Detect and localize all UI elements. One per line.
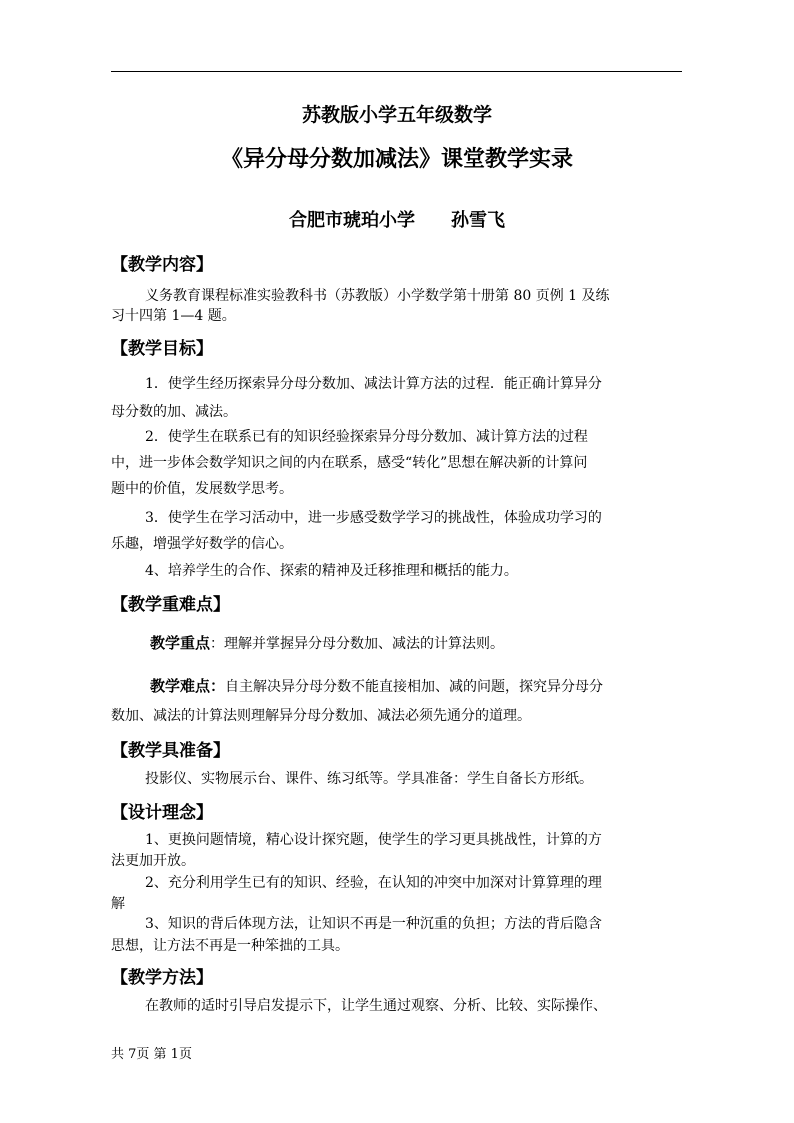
doc-title-line2: 《异分母分数加减法》课堂教学实录: [220, 147, 573, 172]
concept-line: 解: [111, 896, 125, 912]
focus-label: 教学重点: [150, 634, 211, 652]
author-line: [0, 206, 794, 232]
goal-line: 2．使学生在联系已有的知识经验探索异分母分数加、减计算方法的过程: [145, 429, 588, 445]
header-rule: [111, 71, 682, 72]
focus-text: ：理解并掌握异分母分数加、减法的计算法则。: [210, 636, 505, 652]
concept-line: 2、充分利用学生已有的知识、经验，在认知的冲突中加深对计算算理的理: [145, 875, 602, 891]
goal-line: 乐趣，增强学好数学的信心。: [111, 536, 293, 552]
materials-line: 投影仪、实物展示台、课件、练习纸等。学具准备：学生自备长方形纸。: [145, 771, 593, 787]
goal-line: 1．使学生经历探索异分母分数加、减法计算方法的过程．能正确计算异分: [145, 376, 602, 392]
section-heading-key-points: 【教学重难点】: [111, 595, 230, 615]
method-line: 在教师的适时引导启发提示下，让学生通过观察、分析、比较、实际操作、: [145, 998, 607, 1014]
content-line: 义务教育课程标准实验教科书（苏教版）小学数学第十册第 80 页例 1 及练: [145, 288, 610, 304]
focus-paragraph: [150, 632, 504, 653]
concept-line: 1、更换问题情境，精心设计探究题，使学生的学习更具挑战性，计算的方: [145, 832, 602, 848]
section-heading-method: 【教学方法】: [111, 968, 213, 988]
goal-line: 3．使学生在学习活动中，进一步感受数学学习的挑战性，体验成功学习的: [145, 510, 602, 526]
concept-line: 3、知识的背后体现方法，让知识不再是一种沉重的负担；方法的背后隐含: [145, 916, 602, 932]
author-school: 合肥市琥珀小学: [289, 210, 415, 231]
difficulty-text: 自主解决异分母分数不能直接相加、减的问题，探究异分母分: [225, 679, 604, 695]
goal-line: 母分数的加、减法。: [111, 404, 237, 420]
difficulty-line2: 数加、减法的计算法则理解异分母分数加、减法必须先通分的道理。: [111, 708, 531, 724]
section-heading-content: 【教学内容】: [111, 255, 213, 275]
page-footer: 共 7页 第 1页: [111, 1047, 192, 1062]
section-heading-concept: 【设计理念】: [111, 803, 213, 823]
goal-line: 题中的价值，发展数学思考。: [111, 481, 293, 497]
author-name: 孙雪飞: [451, 210, 505, 231]
concept-line: 思想，让方法不再是一种笨拙的工具。: [111, 938, 349, 954]
difficulty-paragraph: [150, 675, 603, 696]
concept-line: 法更加开放。: [111, 853, 195, 869]
goal-line: 中，进一步体会数学知识之间的内在联系，感受“转化”思想在解决新的计算问: [111, 455, 588, 471]
difficulty-label: 教学难点：: [150, 677, 226, 695]
content-line: 习十四第 1—4 题。: [111, 308, 236, 324]
section-heading-goals: 【教学目标】: [111, 339, 213, 359]
goal-line: 4、培养学生的合作、探索的精神及迁移推理和概括的能力。: [145, 563, 518, 579]
section-heading-materials: 【教学具准备】: [111, 741, 230, 761]
doc-title-line1: 苏教版小学五年级数学: [301, 104, 492, 126]
